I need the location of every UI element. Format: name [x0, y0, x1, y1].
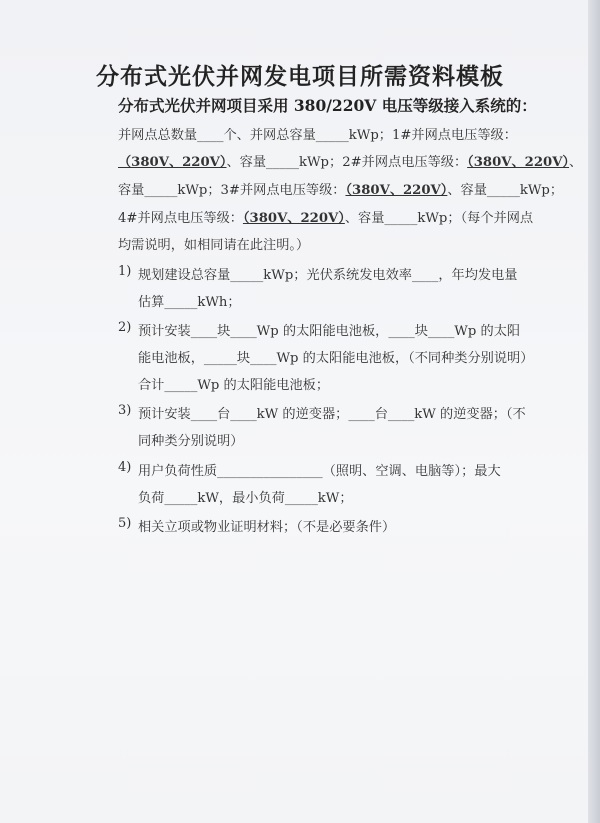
item-1-line-2: 估算_____kWh；: [138, 295, 241, 310]
item-4-line-1: 用户负荷性质________________（照明、空调、电脑等）；最大: [138, 464, 501, 479]
item-3-line-2: 同种类分别说明）: [138, 434, 244, 449]
item-2-line-1: 预计安装____块____Wp 的太阳能电池板，____块____Wp 的太阳: [138, 324, 521, 339]
item-4-number: 4): [118, 460, 132, 475]
intro-line-3: 容量_____kWp；3#并网点电压等级：（380V、220V）、容量_____kWp；: [118, 183, 564, 198]
intro-line-2: （380V、220V）、容量_____kWp；2#并网点电压等级：（380V、220V）、: [118, 155, 583, 170]
scan-edge: [588, 0, 600, 823]
item-5-line-1: 相关立项或物业证明材料；（不是必要条件）: [138, 520, 396, 535]
document-title: 分布式光伏并网发电项目所需资料模板: [96, 63, 504, 90]
intro-line-1: 并网点总数量____个、并网总容量_____kWp；1#并网点电压等级：: [118, 128, 517, 143]
item-2-line-3: 合计_____Wp 的太阳能电池板；: [138, 378, 330, 393]
item-5-number: 5): [118, 516, 132, 531]
item-4-line-2: 负荷_____kW，最小负荷_____kW；: [138, 491, 353, 506]
document-subtitle: 分布式光伏并网项目采用 380/220V 电压等级接入系统的：: [118, 96, 537, 115]
item-1-line-1: 规划建设总容量_____kWp；光伏系统发电效率____，年均发电量: [138, 268, 518, 283]
item-3-line-1: 预计安装____台____kW 的逆变器；____台____kW 的逆变器；（不: [138, 407, 526, 422]
item-3-number: 3): [118, 403, 132, 418]
item-2-number: 2): [118, 320, 132, 335]
item-1-number: 1): [118, 264, 132, 279]
item-2-line-2: 能电池板，_____块____Wp 的太阳能电池板，（不同种类分别说明）: [138, 351, 534, 366]
intro-line-4: 4#并网点电压等级：（380V、220V）、容量_____kWp；（每个并网点: [118, 211, 534, 226]
intro-line-5: 均需说明，如相同请在此注明。）: [118, 238, 310, 253]
